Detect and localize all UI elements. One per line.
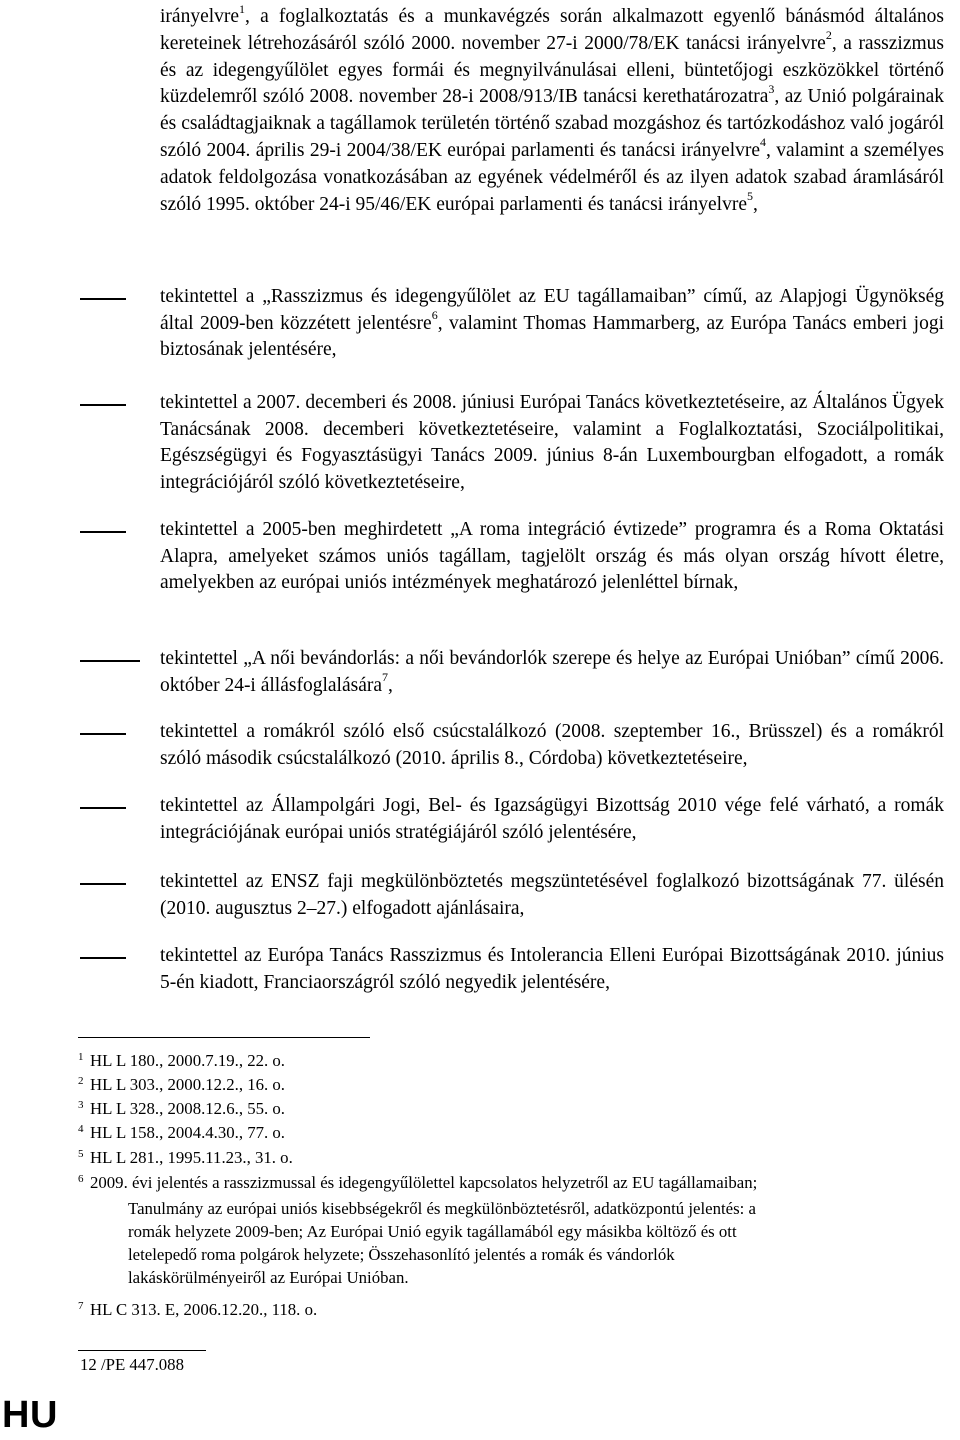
footnote-text-line: romák helyzete 2009-ben; Az Európai Unió egyik tagállamából egy másikba költöző és ott (128, 1222, 737, 1241)
intro-text-3: , a rasszizmus és az idegengyűlölet egyes formái és megnyilvánulásai elleni, büntetőjogi eszközökkel történő küzdelemről szóló 2008. november 28-i 2008/913/IB tanácsi kerethatározatra (160, 32, 945, 108)
list-dash-marker (80, 957, 126, 959)
footnote-number: 5 (78, 1148, 84, 1160)
citation-item (160, 943, 944, 996)
footnote-text: 2009. évi jelentés a rasszizmussal és idegengyűlölettel kapcsolatos helyzetről az EU tagállamaiban; (90, 1173, 758, 1192)
footnote-separator (78, 1037, 370, 1038)
footnote (78, 1298, 317, 1324)
footnote-text: HL L 158., 2004.4.30., 77. o. (90, 1123, 285, 1142)
footnote-number: 6 (78, 1173, 84, 1185)
footnote (78, 1121, 285, 1147)
intro-text-4: , az Unió polgárainak és családtagjaiknak a tagállamok területén történő szabad mozgáshoz és tartózkodáshoz való jogáról szóló 2004. április 29-i 2004/38/EK európai parlamenti és tanácsi irányelvre (160, 86, 944, 161)
list-dash-marker (80, 404, 126, 406)
citation-text: tekintettel a 2005-ben meghirdetett „A roma integráció évtizede” programra és a Roma Oktatási Alapra, amelyeket számos uniós tagállam, tagjelölt ország és más olyan ország hívott életre, amelyekben az európai uniós intézmények meghatározó jelenléttel bírnak, (160, 519, 944, 594)
footnote (78, 1049, 285, 1075)
list-dash-marker (80, 660, 140, 662)
intro-paragraph (160, 1, 945, 218)
intro-text-1: irányelvre (160, 6, 240, 27)
citation-text-cont: , (388, 674, 393, 696)
citation-item (160, 284, 944, 364)
list-dash-marker (80, 298, 126, 300)
intro-text-5: , valamint a személyes adatok feldolgozása vonatkozásában az egyének védelméről és az ilyen adatok szabad áramlásáról szóló 1995. október 24-i 95/46/EK európai parlamenti és tanácsi irányelvre (160, 139, 944, 215)
footnote-text-line: Tanulmány az európai uniós kisebbségekről és megkülönböztetésről, adatközpontú jelentés: a (128, 1199, 756, 1218)
footnote-ref-1[interactable]: 1 (239, 1, 246, 16)
citation-item (160, 390, 944, 496)
page-reference: 12 /PE 447.088 (80, 1355, 184, 1374)
list-dash-marker (80, 531, 126, 533)
citation-text: tekintettel a 2007. decemberi és 2008. júniusi Európai Tanács következtetéseire, az Általános Ügyek Tanácsának 2008. decemberi következtetéseire, valamint a Foglalkoztatási, Szociálpolitikai, Egészségügyi és Fogyasztásügyi Tanács 2009. június 8-án Luxembourgban elfogadott, a romák integrációjáról szóló következtetéseire, (160, 392, 944, 493)
footnote-text: HL L 281., 1995.11.23., 31. o. (90, 1148, 293, 1167)
citation-text: tekintettel a romákról szóló első csúcstalálkozó (2008. szeptember 16., Brüsszel) és a romákról szóló második csúcstalálkozó (2010. április 8., Córdoba) következtetéseire, (160, 721, 944, 769)
footnote-ref-4[interactable]: 4 (760, 135, 767, 150)
footnote-text-line: lakáskörülményeiről az Európai Unióban. (128, 1268, 409, 1287)
footnote-number: 1 (78, 1051, 84, 1063)
citation-item (160, 869, 944, 922)
citation-text: tekintettel az Európa Tanács Rasszizmus és Intolerancia Elleni Európai Bizottságának 2010. június 5-én kiadott, Franciaországról szóló negyedik jelentésére, (160, 945, 944, 993)
footnote-text: HL L 180., 2000.7.19., 22. o. (90, 1051, 285, 1070)
footnote (78, 1146, 293, 1172)
list-dash-marker (80, 883, 126, 885)
footnote-ref-6[interactable]: 6 (431, 308, 438, 323)
footnote-text: HL L 303., 2000.12.2., 16. o. (90, 1075, 285, 1094)
citation-item (160, 646, 944, 699)
footnote-number: 7 (78, 1300, 84, 1312)
footnote (78, 1097, 285, 1123)
footnote-ref-2[interactable]: 2 (825, 28, 832, 43)
citation-item (160, 719, 944, 772)
footnote-text-line: letelepedő roma polgárok helyzete; Összehasonlító jelentés a romák és vándorlók (128, 1245, 675, 1264)
footnote-text: HL L 328., 2008.12.6., 55. o. (90, 1099, 285, 1118)
footnote-number: 2 (78, 1075, 84, 1087)
footnote (78, 1073, 285, 1099)
intro-text-6: , (753, 193, 758, 215)
footnote-ref-5[interactable]: 5 (747, 189, 753, 204)
citation-item (160, 517, 944, 597)
footnote-number: 4 (78, 1123, 84, 1135)
footnote-6 (78, 1171, 938, 1289)
citation-text: tekintettel a „Rasszizmus és idegengyűlölet az EU tagállamaiban” című, az Alapjogi Ügynökség által 2009-ben közzétett jelentésre (160, 286, 944, 334)
citation-text: tekintettel az Állampolgári Jogi, Bel- és Igazságügyi Bizottság 2010 vége felé várható, a romák integrációjának európai uniós stratégiájáról szóló jelentésére, (160, 795, 944, 843)
list-dash-marker (80, 733, 126, 735)
footnote-ref-3[interactable]: 3 (768, 81, 775, 96)
footnote-ref-7[interactable]: 7 (382, 670, 388, 685)
list-dash-marker (80, 807, 126, 809)
citation-text: tekintettel „A női bevándorlás: a női bevándorlók szerepe és helye az Európai Unióban” című 2006. október 24-i állásfoglalására (160, 648, 944, 696)
intro-text-2: , a foglalkoztatás és a munkavégzés során alkalmazott egyenlő bánásmód általános kereteinek létrehozásáról szóló 2000. november 27-i 2000/78/EK tanácsi irányelvre (160, 6, 944, 54)
citation-text-cont: , valamint Thomas Hammarberg, az Európa Tanács emberi jogi biztosának jelentésére, (160, 312, 944, 361)
footnote-number: 3 (78, 1099, 84, 1111)
citation-item (160, 793, 944, 846)
language-code: HU (2, 1394, 58, 1436)
footnote-text: HL C 313. E, 2006.12.20., 118. o. (90, 1300, 318, 1319)
citation-text: tekintettel az ENSZ faji megkülönböztetés megszüntetésével foglalkozó bizottságának 77. ülésén (2010. augusztus 2–27.) elfogadott ajánlásaira, (160, 871, 944, 919)
footer-separator (78, 1350, 206, 1351)
